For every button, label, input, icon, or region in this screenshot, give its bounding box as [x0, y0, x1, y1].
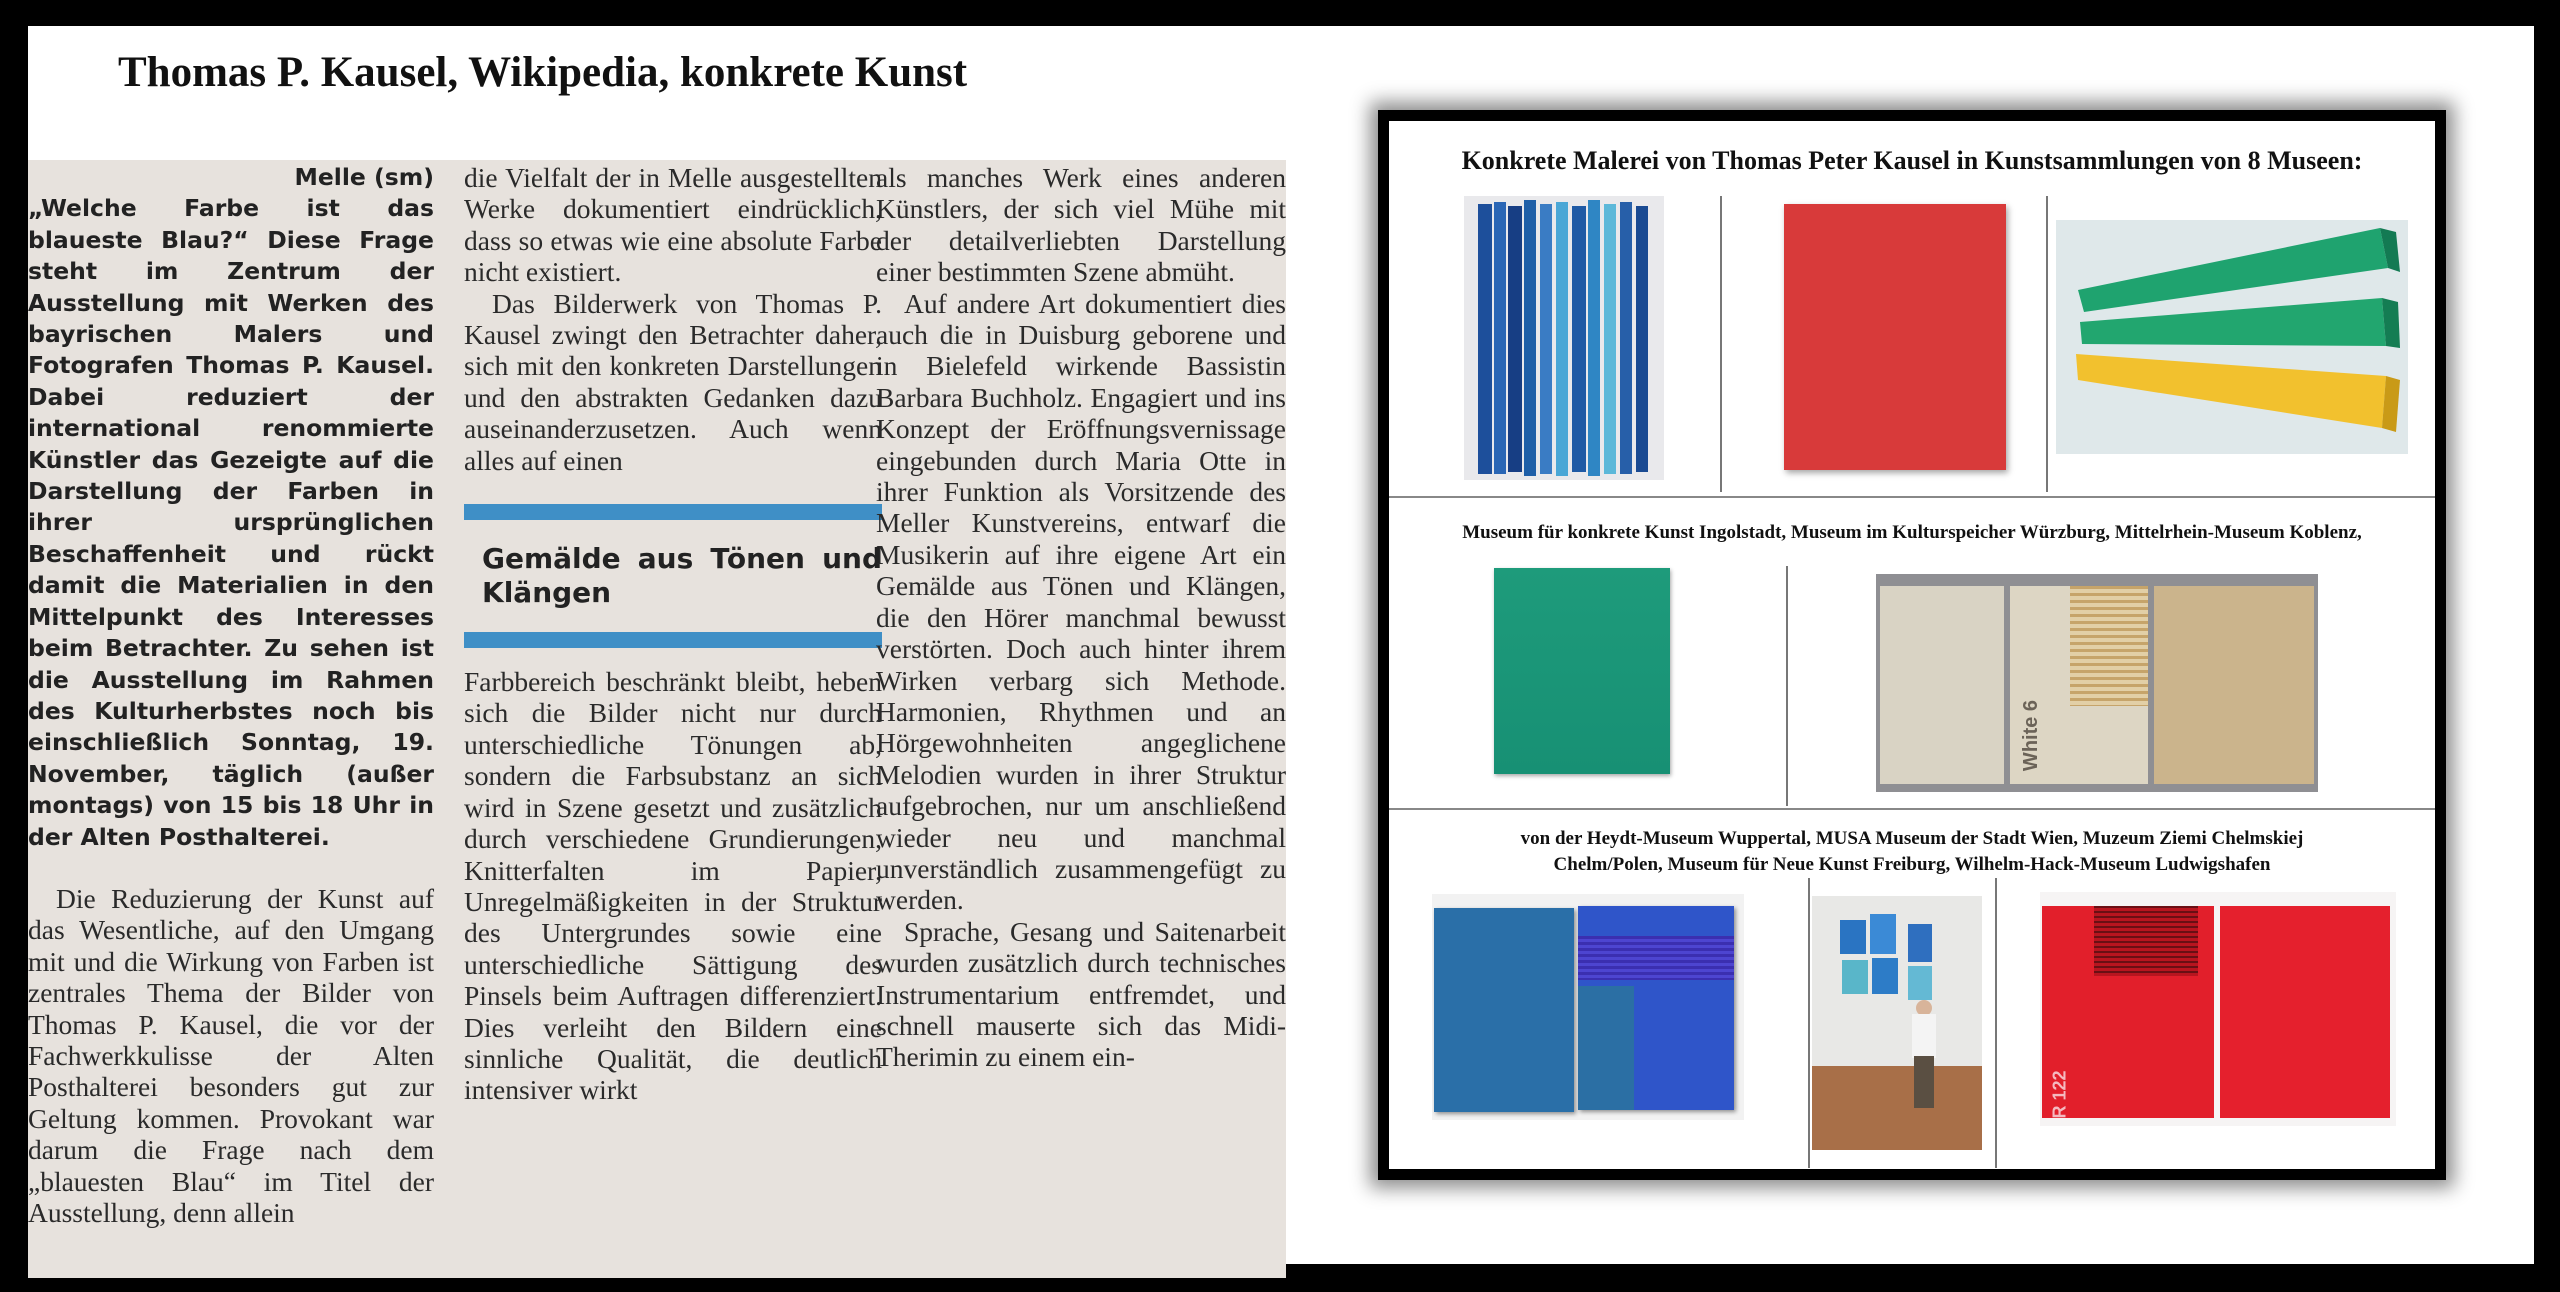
article-paragraph: Farbbereich beschränkt bleibt, heben sich die Bilder nicht nur durch unterschiedliche Tönungen ab, sondern die Farbsubstanz an sich wird in Szene gesetzt und zusätzlich durch verschiedene Grundierungen, Knitterfalten im Papier, Unregelmäßigkeiten in der Struktur des Untergrundes sowie eine unterschiedliche Sättigung des Pinsels beim Auftragen differenziert. Dies verleiht den Bildern eine sinnliche Qualität, die deutlich intensiver wirkt: [464, 666, 882, 1106]
article-paragraph: Das Bilderwerk von Thomas P. Kausel zwingt den Betrachter daher, sich mit den konkreten Darstellungen und den abstrakten Gedanken dazu auseinanderzusetzen. Auch wenn alles auf einen: [464, 287, 882, 476]
article-subhead: Gemälde aus Tönen und Klängen: [482, 542, 882, 610]
artwork-green-panel: [1494, 568, 1670, 774]
divider-bar-top: [464, 504, 882, 520]
artwork-label-red: R 122: [2049, 1070, 2070, 1119]
page-headline: Thomas P. Kausel, Wikipedia, konkrete Kunst: [118, 49, 968, 96]
artwork-green-yellow-beams: [2056, 220, 2408, 454]
grid-divider: [1786, 566, 1788, 806]
row3-caption-line1: von der Heydt-Museum Wuppertal, MUSA Museum der Stadt Wien, Muzeum Ziemi Chelmskiej: [1520, 828, 2304, 849]
article-paragraph: Die Reduzierung der Kunst auf das Wesentliche, auf den Umgang mit und die Wirkung von Farben ist zentrales Thema der Bilder von Thomas P. Kausel, die vor der Fachwerkkulisse der Alten Posthalterei besonders gut zur Geltung kommen. Provokant war darum die Frage nach dem „blauesten Blau“ im Titel der Ausstellung, denn allein: [28, 882, 434, 1228]
article-paragraph: als manches Werk eines anderen Künstlers, der sich viel Mühe mit der detailverliebten Darstellung einer bestimmten Szene abmüht.: [876, 162, 1286, 288]
divider-bar-bottom: [464, 632, 882, 648]
artwork-label-white: White 6: [2020, 699, 2043, 772]
article-column-2: [464, 162, 882, 1106]
article-column-3: [876, 162, 1286, 1073]
artwork-blue-stripes: [1464, 196, 1664, 480]
article-lead-text: „Welche Farbe ist das blaueste Blau?“ Diese Frage steht im Zentrum der Ausstellung mit Werken des bayrischen Malers und Fotografen Thomas P. Kausel. Dabei reduziert der international renommierte Künstler das Gezeigte auf die Darstellung der Farben in ihrer ursprünglichen Beschaffenheit und rückt damit die Materialien in den Mittelpunkt des Interesses beim Betrachter. Zu sehen ist die Ausstellung im Rahmen des Kulturherbstes noch bis einschließlich Sonntag, 19. November, täglich (außer montags) von 15 bis 18 Uhr in der Alten Posthalterei.: [28, 194, 434, 851]
article-dateline: Melle (sm): [294, 163, 434, 191]
article-column-1: [28, 162, 434, 1228]
panel-title: Konkrete Malerei von Thomas Peter Kausel in Kunstsammlungen von 8 Museen:: [1461, 146, 2363, 175]
grid-divider: [1808, 878, 1810, 1168]
artwork-white-triptych: [1876, 574, 2318, 792]
grid-divider: [2046, 196, 2048, 492]
row3-caption-line2: Chelm/Polen, Museum für Neue Kunst Freiburg, Wilhelm-Hack-Museum Ludwigshafen: [1553, 854, 2271, 875]
artwork-red-square: [1784, 204, 2006, 470]
photo-gallery-artist: [1812, 896, 1982, 1150]
artwork-blue-diptych: [1432, 894, 1744, 1120]
grid-divider: [1389, 496, 2435, 498]
grid-divider: [1720, 196, 1722, 492]
row2-caption: Museum für konkrete Kunst Ingolstadt, Museum im Kulturspeicher Würzburg, Mittelrhein-Museum Koblenz,: [1462, 522, 2362, 543]
grid-divider: [1995, 878, 1997, 1168]
article-paragraph: Sprache, Gesang und Saitenarbeit wurden zusätzlich durch technisches Instrumentarium entfremdet, und schnell mauserte sich das Midi-Therimin zu einem ein-: [876, 915, 1286, 1073]
article-paragraph: die Vielfalt der in Melle ausgestellten Werke dokumentiert eindrücklich, dass so etwas wie eine absolute Farbe nicht existiert.: [464, 162, 882, 288]
article-lead: [28, 162, 434, 853]
grid-divider: [1389, 808, 2435, 810]
article-paragraph: Auf andere Art dokumentiert dies auch die in Duisburg geborene und in Bielefeld wirkende Bassistin Barbara Buchholz. Engagiert und ins Konzept der Eröffnungsvernissage eingebunden durch Maria Otte in ihrer Funktion als Vorsitzende des Meller Kunstvereins, entwarf die Musikerin auf ihre eigene Art ein Gemälde aus Tönen und Klängen, die den Hörer manchmal bewusst verstörten. Doch auch hinter ihrem Wirken verbarg sich Methode. Harmonien, Rhythmen und an Hörgewohnheiten angeglichene Melodien wurden in ihrer Struktur aufgebrochen, nur um anschließend wieder neu und manchmal unverständlich zusammengefügt zu werden.: [876, 287, 1286, 916]
artwork-red-diptych: [2040, 892, 2396, 1126]
newspaper-clipping: [28, 160, 1286, 1278]
